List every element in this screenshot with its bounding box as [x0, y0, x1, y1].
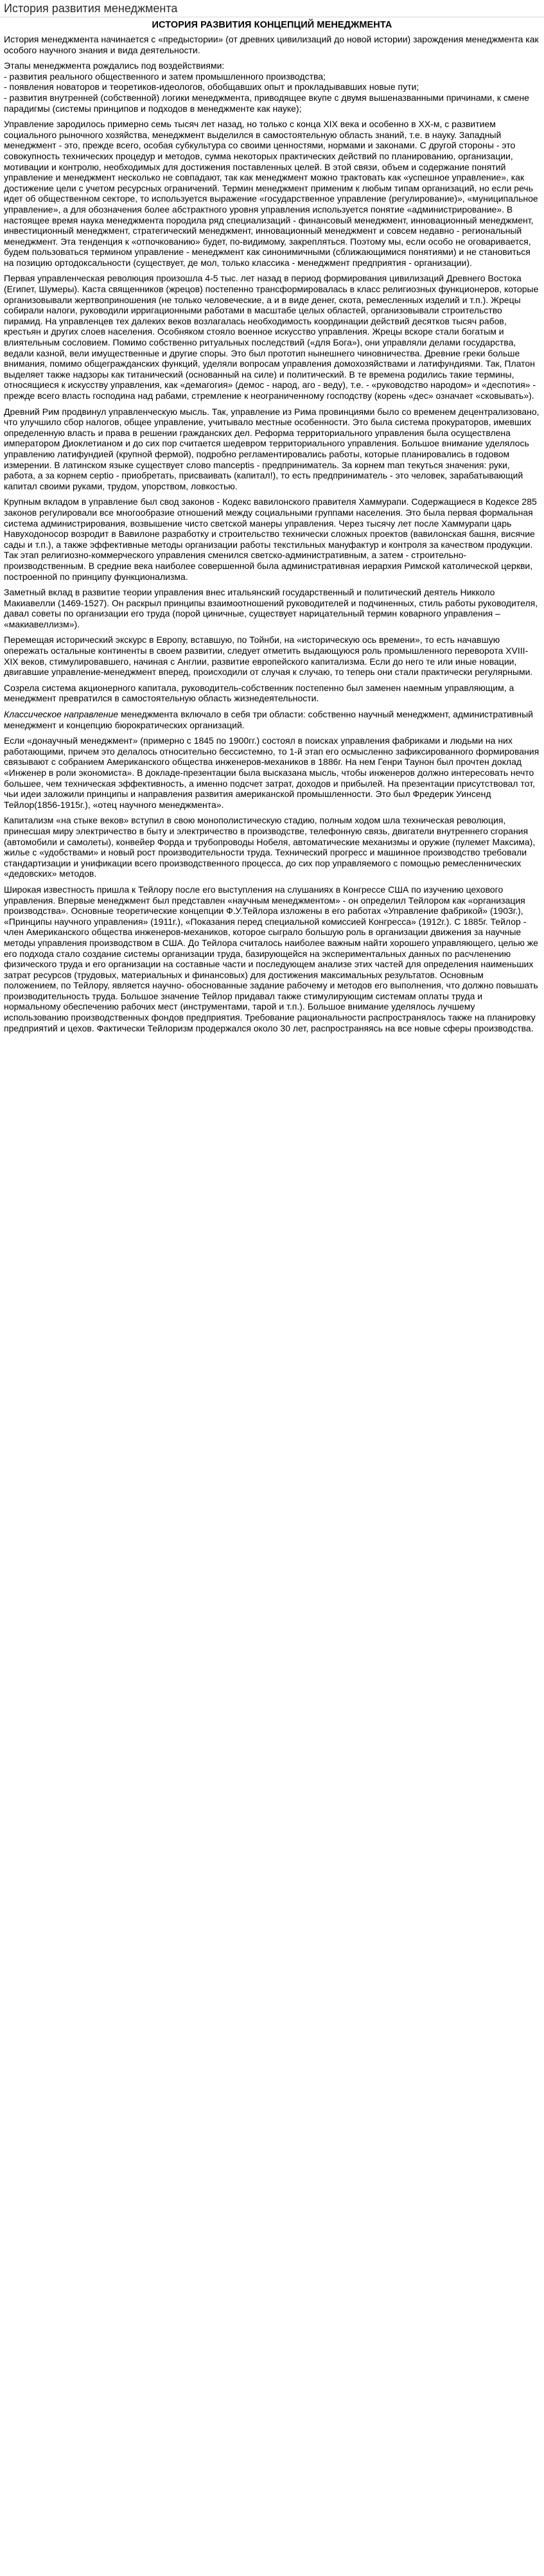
paragraph-intro: История менеджмента начинается с «предыстории» (от древних цивилизаций до новой истории) зарождения менеджмента как особого научного знания и вида деятельности. — [4, 34, 539, 55]
paragraph-ancient-rome: Древний Рим продвинул управленческую мысль. Так, управление из Рима провинциями было со временем децентрализовано, что улучшило сбор налогов, общее управление, учитывало местные особенности. Это была система прокураторов, имевших определенную власть и права в решении гражданских дел. Реформа территориального управления была осуществлена императором Диоклетианом и до сих пор считается шедевром территориального управления. Большое внимание уделялось управлению латифундией (крупной фермой), подробно регламентировались работы, которые планировались в годовом измерении. В латинском языке существует слово manceptis - предприниматель. За корнем man текуться значения: руки, работа, а за корнем ceptio - приобретать, присваивать (капитал!), то есть предприниматель - это человек, зарабатывающий капитал своими руками, трудом, упорством, ловкостью. — [4, 406, 540, 491]
paragraph-capitalism: Капитализм «на стыке веков» вступил в свою монополистическую стадию, полным ходом шла техническая революция, принесшая миру электричество в быту и электричество в производстве, телефонную связь, двигатели внутреннего сгорания (автомобили и самолеты), конвейер Форда и трубопроводы Нобеля, автоматические механизмы и оружие (пулемет Максима), жилье с «удобствами» и новый рост производительности труда. Технический прогресс и машинное производство требовали стандартизации и унификации всего производственного процесса, до сих пор управляемого с помощью ремесленнических «дедовских» методов. — [4, 815, 536, 879]
page-header — [0, 0, 544, 17]
paragraph-hammurabi: Крупным вкладом в управление был свод законов - Кодекс вавилонского правителя Хаммурапи. Содержащиеся в Кодексе 285 законов регулировали все многообразие отношений между социальными группами населения. Это была первая формальная система администрирования, возвышение чисто светской манеры управления. Через тысячу лет после Хаммурапи царь Навуходоносор возродит в Вавилоне разработку и строительство технически сложных проектов (вавилонская башня, висячие сады и т.п.), а также эффективные методы организации работы текстильных мануфактур и контроля за качеством продукции. Так этап религиозно-коммерческого управления сменился светско-административным, а затем - строительно-производственным. В средние века наиболее совершенной была административная иерархия Римской католической церкви, построенной по принципу функционализма. — [4, 496, 537, 582]
page-title: История развития менеджмента — [4, 2, 178, 15]
paragraph-taylor: Широкая известность пришла к Тейлору после его выступления на слушаниях в Конгрессе США по изучению цехового управления. Впервые менеджмент был представлен «научным менеджментом» - он определил Тейлором как «организация производства». Основные теоретические концепции Ф.У.Тейлора изложены в его работах «Управление фабрикой» (1903г.), «Принципы научного управления» (1911г.), «Показания перед специальной комиссией Конгресса» (1912г.). С 1885г. Тейлор - член Американского общества инженеров-механиков, которое сыграло большую роль в организации движения за научные методы управления производством в США. До Тейлора считалось наиболее важным найти хорошего управляющего, целью же его подхода стало создание системы организации труда, базирующейся на экспериментальных данных по расчленению физического труда и его организации на составные части и последующем анализе этих частей для определения наименьших затрат ресурсов (трудовых, материальных и финансовых) для достижения максимальных результатов. Основным положением, по Тейлору, является научно- обоснованные задание рабочему и методов его выполнения, что должно повышать производительность труда. Большое значение Тейлор придавал также стимулирующим системам оплаты труда и нормальному обеспечению рабочих мест (инструментами, тарой и т.п.). Большое внимание уделялось лучшему использованию производственных фондов предприятия. Требование рациональности распространялось также на планировку предприятий и цехов. Фактически Тейлоризм продержался около 30 лет, распространяясь на все новые сферы производства. — [4, 884, 538, 1033]
paragraph-classical: Классическое направление менеджмента включало в себя три области: собственно научный менеджмент, административный менеджмент и концепцию бюрократических организаций. — [4, 709, 533, 730]
paragraph-stages: Этапы менеджмента рождались под воздействиями: - развития реального общественного и затем промышленного производства; - появления новаторов и теоретиков-идеологов, обобщавших опыт и прокладывавших новые пути; - развития внутренней (собственной) логики менеджмента, приводящее вкупе с двумя вышеназванными причинами, к смене парадигмы (системы принципов и подходов в менеджменте как науке); — [4, 60, 529, 114]
paragraph-prescientific: Если «донаучный менеджмент» (примерно с 1845 по 1900гг.) состоял в поисках управления фабриками и людьми на них работающими, причем это делалось относительно бессистемно, то 1-й этап его осмысленно зафиксированного формирования связывают с собранием Американского общества инженеров-механиков в 1886г. На нем Генри Таунон был прочтен доклад «Инженер в роли экономиста». В докладе-презентации была высказана мысль, чтобы инженеров должно интересовать нечто большее, чем техническая эффективность, а именно подсчет затрат, доходов и прибылей. На презентации присутствовал тот, чьи идеи заложили принципы и направления развития американской промышленности. Это был Фредерик Уинсенд Тейлор(1856-1915г.), «отец научного менеджмента». — [4, 735, 540, 810]
paragraph-first-revolution: Первая управленческая революция произошла 4-5 тыс. лет назад в период формирования цивилизаций Древнего Востока (Египет, Шумеры). Каста священников (жрецов) постепенно трансформировалась в класс религиозных функционеров, которые организовывали жертвоприношения (не только человеческие, а и в виде денег, скота, ремесленных изделий и т.п.). Жрецы собирали налоги, руководили ирригационными работами в масштабе целых областей, организовывали строительство пирамид. На управленцев тех далеких веков возлагалась необходимость координации действий десятков тысяч рабов, крестьян и других слоев населения. Особняком стояло военное искусство управления. Жрецы вскоре стали богатым и влиятельным сословием. Помимо собственно ритуальных последствий («для Бога»), они управляли делами государства, ведали казной, вели имущественные и другие споры. Это был прототип нынешнего чиновничества. Древние греки больше внимания, помимо общегражданских функций, уделяли вопросам управления домохозяйствами и латифундиями. Так, Платон выделяет также надзоры как титанический (основанный на силе) и политический. В те времена родились такие термины, относящиеся к искусству управления, как «демагогия» (демос - народ, аго - веду), т.е. - «руководство народом» и «деспотия» - прежде всего власть господина над рабами, стремление к неограниченному господству (корень «дес» означает «сковывать»). — [4, 273, 539, 401]
page — [0, 0, 544, 1051]
classical-lead-term: Классическое направление — [4, 709, 119, 720]
article — [4, 20, 540, 1033]
paragraph-joint-stock: Созрела система акционерного капитала, руководитель-собственник постепенно был заменен наемным управляющим, а менеджмент превратился в самостоятельную область жизнедеятельности. — [4, 682, 514, 704]
paragraph-industrial-revolution: Перемещая исторический экскурс в Европу, вставшую, по Тойнби, на «историческую ось времени», то есть начавшую опережать остальные континенты в своем развитии, следует отметить выдающуюся роль промышленного переворота XVIII-XIX веков, стимулировавшего, начиная с Англии, развитие европейского капитализма. Если до него те или иные новации, двигавшие управление-менеджмент вперед, происходили от случая к случаю, то теперь они стали практически регулярными. — [4, 635, 533, 678]
paragraph-origins: Управление зародилось примерно семь тысяч лет назад, но только с конца XIX века и особенно в XX-м, с развитием социального рыночного хозяйства, менеджмент выделился в самостоятельную область знаний, т.е. в науку. Западный менеджмент - это, прежде всего, особая субкультура со своими ценностями, нормами и законами. С другой стороны - это совокупность технических процедур и методов, сумма некоторых практических действий по планированию, организации, мотивации и контролю, необходимых для достижения поставленных целей. В этой связи, объем и содержание понятий управление и менеджмент несколько не совпадают, так как менеджмент можно трактовать как «успешное управление», как достижение цели с учетом ресурсных ограничений. Термин менеджмент применим к любым типам организаций, но если речь идет об общественном секторе, то используется выражение «государственное управление (регулирование)», «муниципальное управление», а для обозначения более абстрактного уровня управления используется понятие «администрирование». В настоящее время наука менеджмента породила ряд специализаций - финансовый менеджмент, инновационный менеджмент, инвестиционный менеджмент, стратегический менеджмент, инновационный менеджмент и совсем недавно - региональный менеджмент. Эта тенденция к «отпочкованию» будет, по-видимому, закрепляться. Поэтому мы, если особо не оговаривается, будем пользоваться термином управление - менеджмент как синонимичными (сближающимися понятиями) и не становиться на позицию ортодоксальности (существует, де мол, только классика - менеджмент предприятия - организации). — [4, 119, 538, 268]
article-title: ИСТОРИЯ РАЗВИТИЯ КОНЦЕПЦИЙ МЕНЕДЖМЕНТА — [152, 20, 392, 30]
paragraph-machiavelli: Заметный вклад в развитие теории управления внес итальянский государственный и политический деятель Никколо Макиавелли (1469-1527). Он раскрыл принципы взаимоотношений руководителей и подчиненных, стиль работы руководителя, давал советы по организации его труда (порой циничные, существует нарицательный термин коварного управления – «макиавеллизм»). — [4, 587, 538, 629]
